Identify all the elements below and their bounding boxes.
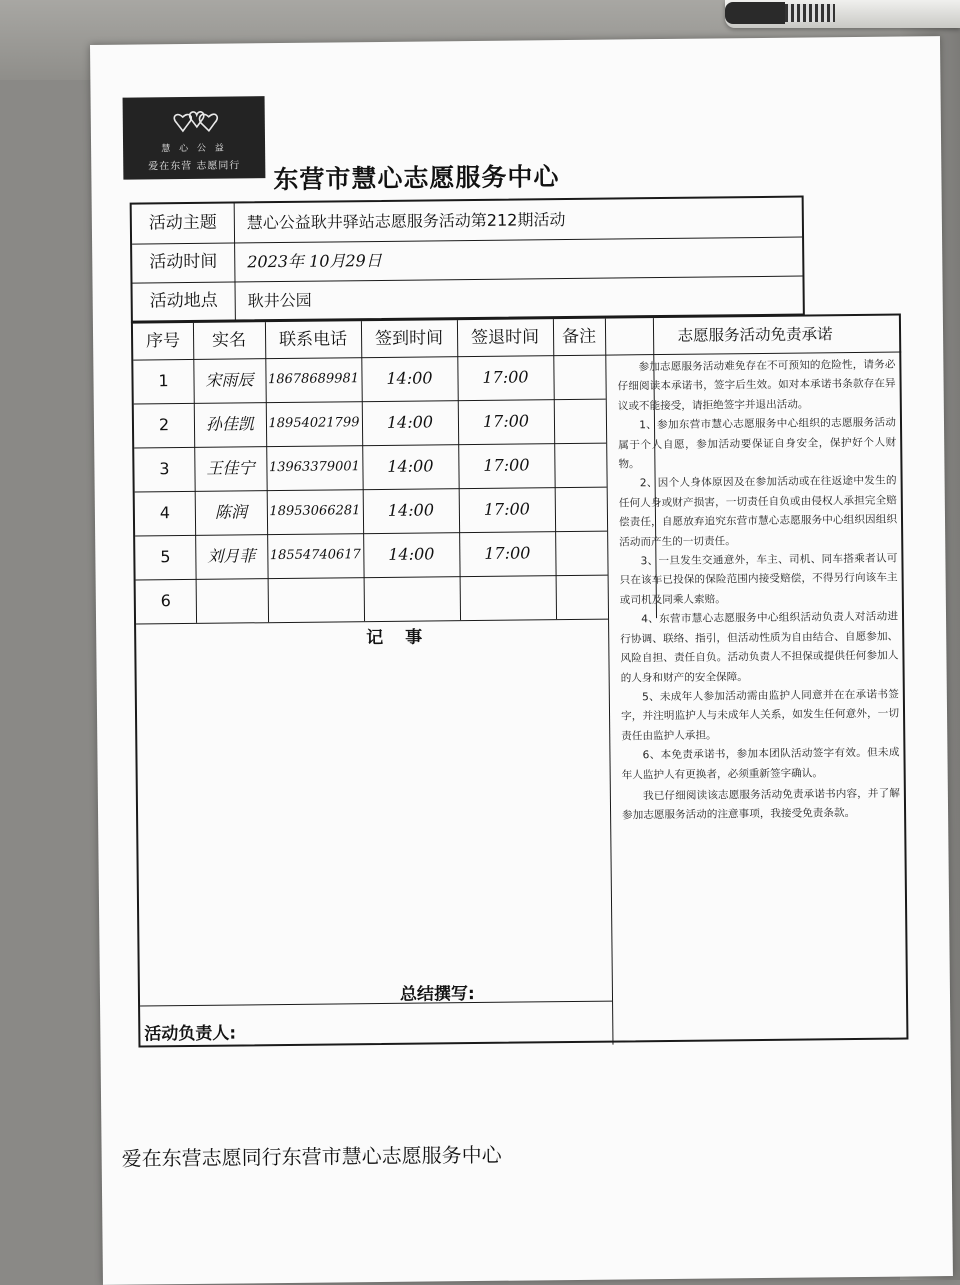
header-phone: 联系电话 [278, 329, 348, 351]
row-phone: 18678689981 [267, 371, 360, 388]
sign-in-sheet [90, 36, 953, 1285]
disclaimer-title: 志愿服务活动免责承诺 [677, 325, 833, 345]
row-phone: 18954021799 [268, 415, 360, 432]
row-name: 陈润 [214, 502, 247, 522]
place-value: 耿井公园 [247, 290, 312, 311]
row-checkin: 14:00 [388, 544, 435, 564]
disclaimer-body [617, 356, 900, 827]
row-name: 孙佳凯 [205, 414, 255, 434]
row-name: 王佳宁 [206, 458, 255, 478]
disclaimer-paragraph: 5、未成年人参加活动需由监护人同意并在在承诺书签字，并注明监护人与未成年人关系，如发生任何意外，一切责任由监护人承担。 [621, 688, 900, 743]
row-checkin: 14:00 [386, 368, 433, 388]
row-checkin: 14:00 [386, 412, 434, 432]
disclaimer-paragraph: 参加志愿服务活动难免存在不可预知的危险性，请务必仔细阅读本承诺书，签字后生效。如对本承诺书条款存在异议或不能接受，请拒绝签字并退出活动。 [617, 358, 896, 413]
row-note [554, 443, 606, 488]
row-note [553, 355, 605, 400]
disclaimer-paragraph: 6、本免责承诺书，参加本团队活动签字有效。但未成年人监护人有更换者，必须重新签字确认。 [621, 746, 900, 782]
volunteer-table [131, 314, 909, 1048]
header-checkout: 签退时间 [470, 327, 540, 349]
row-no: 1 [158, 371, 169, 391]
row-phone: 18953066281 [269, 503, 361, 520]
org-title: 东营市慧心志愿服务中心 [273, 162, 560, 195]
row-no: 3 [159, 459, 170, 479]
row-phone: 13963379001 [268, 459, 360, 476]
row-checkin: 14:00 [387, 500, 435, 520]
header-no: 序号 [146, 331, 181, 352]
heart-logo-icon [167, 109, 223, 140]
leader-label: 活动负责人: [144, 1023, 237, 1045]
logo-brand: 慧 心 公 益 [161, 143, 227, 155]
header-name: 实名 [211, 330, 247, 351]
row-checkout: 17:00 [483, 499, 531, 519]
header-note: 备注 [561, 326, 597, 348]
disclaimer-paragraph: 我已仔细阅读该志愿服务活动免责承诺书内容，并了解参加志愿服务活动的注意事项，我接受免责条款。 [622, 787, 900, 822]
pen [725, 0, 960, 28]
row-phone [268, 577, 364, 622]
row-no: 5 [160, 547, 171, 567]
time-value: 2023年 10月29日 [247, 250, 382, 272]
row-checkout: 17:00 [482, 367, 529, 387]
row-name [196, 578, 268, 623]
disclaimer-paragraph: 4、东营市慧心志愿服务中心组织活动负责人对活动进行协调、联络、指引，但活动性质为自由结合、自愿参加、风险自担、责任自负。活动负责人不担保或提供任何参加人的人身和财产的安全保障。 [620, 610, 899, 684]
row-note [556, 575, 608, 620]
row-checkout [460, 575, 556, 620]
place-label: 活动地点 [132, 281, 235, 321]
summary-label: 总结撰写: [399, 984, 475, 1005]
footer-slogan: 爱在东营志愿同行东营市慧心志愿服务中心 [121, 1142, 502, 1171]
row-checkout: 17:00 [483, 455, 530, 475]
logo-slogan: 爱在东营 志愿同行 [148, 160, 241, 173]
row-checkin [364, 576, 460, 621]
row-no: 4 [159, 503, 171, 523]
disclaimer-paragraph: 1、参加东营市慧心志愿服务中心组织的志愿服务活动属于个人自愿，参加活动要保证自身安全，保护好个人财物。 [618, 416, 897, 471]
time-label: 活动时间 [132, 242, 235, 282]
activity-info-table [130, 196, 805, 323]
row-checkout: 17:00 [482, 411, 530, 431]
theme-value: 慧心公益耿井驿站志愿服务活动第212期活动 [246, 210, 566, 233]
disclaimer-paragraph: 3、一旦发生交通意外，车主、司机、同车搭乘者认可只在该车已投保的保险范围内接受赔偿，不得另行向该车主或司机及同乘人索赔。 [619, 552, 898, 607]
row-note [554, 399, 606, 444]
row-checkin: 14:00 [387, 456, 434, 476]
row-checkout: 17:00 [484, 543, 531, 563]
theme-label: 活动主题 [132, 203, 235, 243]
row-note [555, 487, 607, 532]
row-name: 刘月菲 [207, 546, 256, 566]
row-note [555, 531, 607, 576]
notes-title: 记 事 [366, 627, 431, 649]
row-phone: 18554740617 [269, 547, 361, 564]
header-checkin: 签到时间 [374, 328, 444, 350]
row-no: 6 [160, 591, 172, 611]
row-no: 2 [158, 415, 170, 435]
row-name: 宋雨辰 [205, 370, 254, 390]
org-logo [123, 96, 266, 179]
disclaimer-paragraph: 2、因个人身体原因及在参加活动或在往返途中发生的任何人身或财产损害，一切责任自负或由侵权人承担完全赔偿责任，自愿放弃追究东营市慧心志愿服务中心组织因组织活动而产生的一切责任。 [618, 475, 898, 549]
